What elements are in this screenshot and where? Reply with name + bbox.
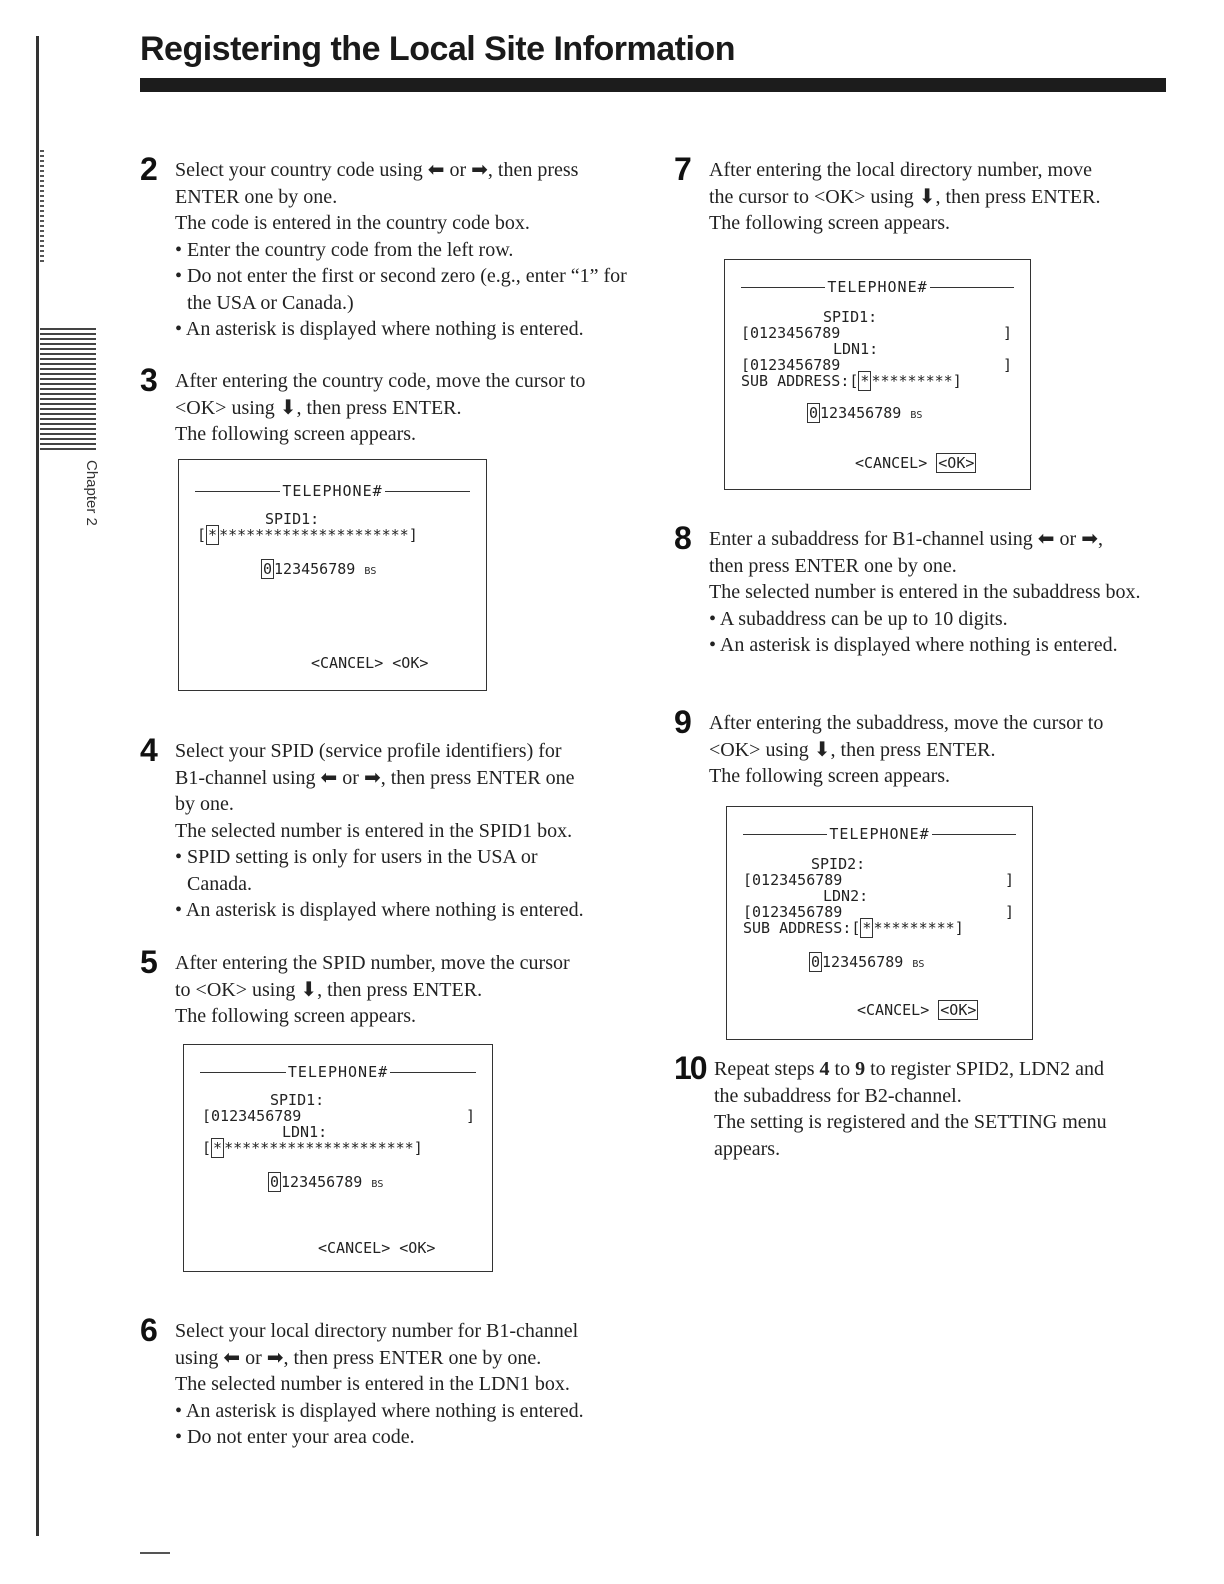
input-cursor: * bbox=[213, 1139, 223, 1157]
spid-value: [0123456789 bbox=[202, 1107, 302, 1125]
bullet-item: • Enter the country code from the left row. bbox=[175, 238, 514, 261]
step-text: After entering the subaddress, move the cursor to bbox=[709, 712, 1104, 734]
bullet-item: • Do not enter the first or second zero (e.g., enter “1” for the USA or Canada.) bbox=[175, 265, 627, 314]
digit-keypad[interactable] bbox=[261, 562, 376, 579]
cancel-button[interactable]: <CANCEL> bbox=[857, 1001, 930, 1019]
step-10 bbox=[674, 1050, 1174, 1162]
ldn-label: LDN2: bbox=[823, 887, 869, 905]
digit-keys[interactable]: 123456789 bbox=[274, 560, 356, 578]
step-8 bbox=[674, 520, 1174, 659]
step-text: appears. bbox=[714, 1137, 781, 1160]
step-3 bbox=[140, 362, 650, 448]
ldn-field: [ * *********************] bbox=[202, 1139, 423, 1157]
digit-keypad[interactable] bbox=[268, 1175, 383, 1192]
step-text: The setting is registered and the SETTING menu bbox=[714, 1111, 1107, 1133]
chapter-label: Chapter 2 bbox=[83, 460, 100, 526]
step-text: Enter a subaddress for B1-channel using ⬅ or ➡, bbox=[709, 528, 1103, 550]
bullet-item: • An asterisk is displayed where nothing is entered. bbox=[175, 318, 584, 340]
telephone-screen-spid1-empty bbox=[178, 459, 487, 691]
spid-bracket: ] bbox=[1005, 871, 1015, 889]
input-cursor: * bbox=[862, 919, 872, 937]
step-text: by one. bbox=[175, 793, 234, 815]
step-text: the subaddress for B2-channel. bbox=[714, 1084, 962, 1107]
ldn-bracket: ] bbox=[1003, 356, 1013, 374]
bullet-item: • SPID setting is only for users in the USA or Canada. bbox=[175, 846, 538, 895]
screen-title: TELEPHONE# bbox=[827, 278, 928, 296]
screen-title: TELEPHONE# bbox=[282, 482, 383, 500]
cancel-button[interactable]: <CANCEL> bbox=[855, 454, 928, 472]
step-number: 8 bbox=[674, 520, 692, 556]
screen-buttons bbox=[318, 1241, 435, 1256]
chapter-tab bbox=[78, 460, 108, 540]
ok-button[interactable]: <OK> bbox=[399, 1239, 436, 1257]
digit-keys[interactable]: 123456789 bbox=[820, 404, 902, 422]
step-2 bbox=[140, 151, 650, 343]
digit-keys[interactable]: 123456789 bbox=[822, 953, 904, 971]
screen-buttons bbox=[857, 1003, 978, 1018]
selected-digit[interactable]: 0 bbox=[811, 953, 821, 971]
ldn-label: LDN1: bbox=[282, 1123, 328, 1141]
telephone-screen-ldn1-empty bbox=[183, 1044, 493, 1272]
ldn-value: [0123456789 bbox=[743, 903, 843, 921]
step-text: Select your local directory number for B1-channel bbox=[175, 1320, 579, 1342]
step-text: B1-channel using ⬅ or ➡, then press ENTER one bbox=[175, 766, 575, 789]
backspace-key[interactable]: BS bbox=[371, 1179, 384, 1190]
screen-title-row bbox=[200, 1063, 476, 1081]
step-text: The following screen appears. bbox=[175, 1005, 417, 1027]
step-text: The selected number is entered in the SPID1 box. bbox=[175, 819, 573, 842]
step-text: then press ENTER one by one. bbox=[709, 554, 957, 577]
dotted-edge-marks bbox=[40, 150, 44, 265]
spid-value: [0123456789 bbox=[741, 324, 841, 342]
step-text: The selected number is entered in the subaddress box. bbox=[709, 581, 1141, 603]
bullet-item: • Do not enter your area code. bbox=[175, 1426, 415, 1448]
step-text: <OK> using ⬇, then press ENTER. bbox=[709, 738, 996, 761]
step-text: The selected number is entered in the LDN1 box. bbox=[175, 1373, 570, 1395]
step-6 bbox=[140, 1312, 650, 1451]
step-text: Repeat steps 4 to 9 to register SPID2, LDN2 and bbox=[714, 1058, 1104, 1080]
step-text: <OK> using ⬇, then press ENTER. bbox=[175, 396, 462, 419]
backspace-key[interactable]: BS bbox=[364, 566, 377, 577]
step-text: the cursor to <OK> using ⬇, then press ENTER. bbox=[709, 185, 1101, 208]
selected-digit[interactable]: 0 bbox=[809, 404, 819, 422]
spid-label: SPID2: bbox=[811, 855, 866, 873]
step-text: The following screen appears. bbox=[709, 765, 951, 787]
step-text: using ⬅ or ➡, then press ENTER one by one. bbox=[175, 1346, 542, 1369]
telephone-screen-subaddress-empty bbox=[724, 259, 1031, 490]
step-text: The code is entered in the country code box. bbox=[175, 212, 530, 234]
screen-title: TELEPHONE# bbox=[287, 1063, 389, 1081]
margin-rule bbox=[36, 36, 39, 1536]
screen-title-row bbox=[195, 482, 470, 500]
bullet-item: • An asterisk is displayed where nothing is entered. bbox=[175, 899, 584, 921]
bullet-item: • An asterisk is displayed where nothing is entered. bbox=[175, 1399, 584, 1422]
step-number: 10 bbox=[674, 1050, 706, 1086]
bullet-item: • An asterisk is displayed where nothing is entered. bbox=[709, 634, 1118, 656]
step-text: Select your SPID (service profile identifiers) for bbox=[175, 740, 562, 762]
ldn-label: LDN1: bbox=[833, 340, 879, 358]
ok-button[interactable]: <OK> bbox=[392, 654, 429, 672]
step-text: After entering the country code, move the cursor to bbox=[175, 370, 586, 392]
digit-keypad[interactable] bbox=[807, 406, 922, 423]
title-bar bbox=[140, 78, 1166, 92]
spid-bracket: ] bbox=[466, 1107, 476, 1125]
backspace-key[interactable]: BS bbox=[910, 410, 923, 421]
step-number: 5 bbox=[140, 944, 158, 980]
screen-title: TELEPHONE# bbox=[829, 825, 930, 843]
subaddress-field: SUB ADDRESS:[ * *********] bbox=[743, 919, 964, 937]
step-number: 2 bbox=[140, 151, 158, 187]
step-7 bbox=[674, 151, 1174, 237]
step-text: After entering the local directory number, move bbox=[709, 159, 1092, 181]
step-text: Select your country code using ⬅ or ➡, then press bbox=[175, 159, 579, 181]
screen-buttons bbox=[855, 456, 976, 471]
step-number: 6 bbox=[140, 1312, 158, 1348]
ok-button-selected[interactable]: <OK> bbox=[940, 1001, 977, 1019]
step-text: The following screen appears. bbox=[175, 423, 417, 445]
step-text: to <OK> using ⬇, then press ENTER. bbox=[175, 978, 483, 1001]
digit-keys[interactable]: 123456789 bbox=[281, 1173, 363, 1191]
spid-label: SPID1: bbox=[270, 1091, 325, 1109]
screen-title-row bbox=[743, 825, 1016, 843]
step-number: 4 bbox=[140, 732, 158, 768]
step-5 bbox=[140, 944, 650, 1030]
step-text: The following screen appears. bbox=[709, 212, 951, 234]
ok-button-selected[interactable]: <OK> bbox=[938, 454, 975, 472]
spid-label: SPID1: bbox=[265, 510, 320, 528]
page-title: Registering the Local Site Information bbox=[140, 30, 735, 68]
screen-buttons bbox=[311, 656, 428, 671]
step-number: 9 bbox=[674, 704, 692, 740]
chapter-thumb-tab bbox=[40, 328, 96, 452]
step-number: 7 bbox=[674, 151, 692, 187]
cancel-button[interactable]: <CANCEL> bbox=[318, 1239, 391, 1257]
input-cursor: * bbox=[860, 372, 870, 390]
selected-digit[interactable]: 0 bbox=[263, 560, 273, 578]
spid-label: SPID1: bbox=[823, 308, 878, 326]
cancel-button[interactable]: <CANCEL> bbox=[311, 654, 384, 672]
digit-keypad[interactable] bbox=[809, 955, 924, 972]
subaddress-field: SUB ADDRESS:[ * *********] bbox=[741, 372, 962, 390]
backspace-key[interactable]: BS bbox=[912, 959, 925, 970]
bullet-item: • A subaddress can be up to 10 digits. bbox=[709, 607, 1008, 630]
screen-title-row bbox=[741, 278, 1014, 296]
ldn-bracket: ] bbox=[1005, 903, 1015, 921]
step-text: ENTER one by one. bbox=[175, 185, 338, 208]
selected-digit[interactable]: 0 bbox=[270, 1173, 280, 1191]
step-4 bbox=[140, 732, 650, 924]
page-footer-mark bbox=[140, 1552, 170, 1554]
input-cursor: * bbox=[208, 526, 218, 544]
spid-bracket: ] bbox=[1003, 324, 1013, 342]
spid-value: [0123456789 bbox=[743, 871, 843, 889]
spid-field: [ * *********************] bbox=[197, 526, 418, 544]
ldn-value: [0123456789 bbox=[741, 356, 841, 374]
step-9 bbox=[674, 704, 1174, 790]
telephone-screen-b2-channel bbox=[726, 806, 1033, 1040]
step-text: After entering the SPID number, move the cursor bbox=[175, 952, 570, 974]
step-number: 3 bbox=[140, 362, 158, 398]
